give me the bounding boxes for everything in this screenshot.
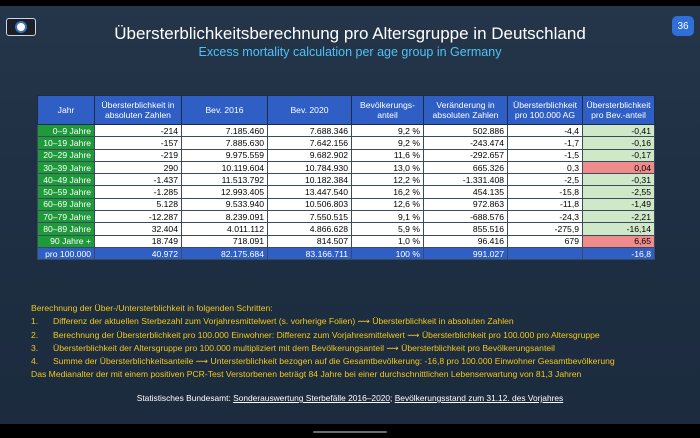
table-cell: 9,2 % <box>352 125 424 137</box>
table-row <box>38 149 655 161</box>
table-cell: 10.119.604 <box>182 161 268 173</box>
table-header: Veränderung in absoluten Zahlen <box>424 96 508 125</box>
age-group-cell: 10–19 Jahre <box>38 137 95 149</box>
note-step-text: Differenz der aktuellen Sterbezahl zum Vorjahresmittelwert (s. vorherige Folien) ⟿ Übersterblichkeit in absoluten Zahlen <box>53 316 514 327</box>
table-cell: -1,5 <box>508 149 583 161</box>
table-cell: 32.404 <box>95 223 182 235</box>
excess-per-share-cell: 0,04 <box>583 161 655 173</box>
table-cell: -1.437 <box>95 174 182 186</box>
excess-per-share-cell: -2,21 <box>583 211 655 223</box>
note-step <box>31 342 681 355</box>
note-step <box>31 355 681 368</box>
table-cell: -1.331.408 <box>424 174 508 186</box>
table-cell: 40.972 <box>95 247 182 259</box>
page-number-badge: 36 <box>672 16 694 36</box>
table-cell: -24,3 <box>508 211 583 223</box>
age-group-cell: 90 Jahre + <box>38 235 95 247</box>
table-row <box>38 235 655 247</box>
table-cell: 13.447.540 <box>268 186 352 198</box>
excess-per-share-cell: -0,41 <box>583 125 655 137</box>
table-cell <box>508 247 583 259</box>
table-cell: 16,2 % <box>352 186 424 198</box>
excess-per-share-cell: -0,16 <box>583 137 655 149</box>
note-step-number: 3. <box>31 342 39 353</box>
age-group-cell: 70–79 Jahre <box>38 211 95 223</box>
source-line <box>0 393 700 403</box>
table-cell: 11.513.792 <box>182 174 268 186</box>
table-cell: 12,2 % <box>352 174 424 186</box>
table-cell: 718.091 <box>182 235 268 247</box>
table-cell: 991.027 <box>424 247 508 259</box>
table-cell: 12.993.405 <box>182 186 268 198</box>
source-link-population[interactable]: Bevölkerungsstand zum 31.12. des Vorjahres <box>394 393 564 403</box>
table-cell: 7.885.630 <box>182 137 268 149</box>
table-cell: 9,1 % <box>352 211 424 223</box>
table-cell: 0,3 <box>508 161 583 173</box>
mortality-table <box>37 95 655 260</box>
note-step-number: 4. <box>31 356 39 367</box>
excess-per-share-cell: -1,49 <box>583 198 655 210</box>
notes-intro: Berechnung der Über-/Untersterblichkeit in folgenden Schritten: <box>31 303 273 313</box>
table-header: Übersterblichkeit pro Bev.-anteil <box>583 96 655 125</box>
table-cell: 502.886 <box>424 125 508 137</box>
table-cell: -1.285 <box>95 186 182 198</box>
table-header: Jahr <box>38 96 95 125</box>
age-group-cell: 40–49 Jahre <box>38 174 95 186</box>
table-cell: 7.688.346 <box>268 125 352 137</box>
table-cell: -4,4 <box>508 125 583 137</box>
table-cell: 679 <box>508 235 583 247</box>
table-cell: 814.507 <box>268 235 352 247</box>
table-cell: -292.657 <box>424 149 508 161</box>
excess-per-share-cell: -2,55 <box>583 186 655 198</box>
table-cell: 100 % <box>352 247 424 259</box>
age-group-cell: 60–69 Jahre <box>38 198 95 210</box>
excess-per-share-cell: -16,8 <box>583 247 655 259</box>
table-cell: 9.682.902 <box>268 149 352 161</box>
table-row <box>38 137 655 149</box>
table-header: Bev. 2016 <box>182 96 268 125</box>
table-header: Übersterblichkeit pro 100.000 AG <box>508 96 583 125</box>
source-link-deaths[interactable]: Sonderauswertung Sterbefälle 2016–2020 <box>233 393 391 403</box>
table-header-row <box>38 96 655 125</box>
table-body <box>38 125 655 260</box>
calculation-notes <box>31 302 681 382</box>
table-cell: 4.011.112 <box>182 223 268 235</box>
table-cell: 82.175.684 <box>182 247 268 259</box>
table-cell: -1,7 <box>508 137 583 149</box>
table-cell: -214 <box>95 125 182 137</box>
table-cell: 5.128 <box>95 198 182 210</box>
table-cell: 972.863 <box>424 198 508 210</box>
table-cell: 11,6 % <box>352 149 424 161</box>
table-row <box>38 174 655 186</box>
table-cell: 4.866.628 <box>268 223 352 235</box>
table-cell: 1,0 % <box>352 235 424 247</box>
table-cell: 10.182.384 <box>268 174 352 186</box>
table-cell: -157 <box>95 137 182 149</box>
table-cell: 13,0 % <box>352 161 424 173</box>
table-cell: -275,9 <box>508 223 583 235</box>
notes-footer: Das Medianalter der mit einem positiven PCR-Test Verstorbenen beträgt 84 Jahre bei einer durchschnittlichen Lebenserwartung von 81,3 Jahren <box>31 369 582 380</box>
table-cell: 7.550.515 <box>268 211 352 223</box>
table-cell: 665.326 <box>424 161 508 173</box>
slide-title: Übersterblichkeitsberechnung pro Altersgruppe in Deutschland <box>114 24 586 43</box>
table-total-row <box>38 247 655 259</box>
excess-per-share-cell: -0,17 <box>583 149 655 161</box>
table-cell: 9.533.940 <box>182 198 268 210</box>
slide-subtitle: Excess mortality calculation per age group in Germany <box>198 45 502 59</box>
table-row <box>38 223 655 235</box>
note-step-text: Übersterblichkeit der Altersgruppe pro 100.000 multipliziert mit dem Bevölkerungsanteil ⟿ Übersterblichkeit pro Bevölkerungsanteil <box>53 342 555 353</box>
age-group-cell: 80–89 Jahre <box>38 223 95 235</box>
table-header: Bevölkerungs-anteil <box>352 96 424 125</box>
table-cell: 18.749 <box>95 235 182 247</box>
table-cell: -11,8 <box>508 198 583 210</box>
table-cell: -15,8 <box>508 186 583 198</box>
source-separator: ; <box>390 393 395 403</box>
excess-per-share-cell: -0,31 <box>583 174 655 186</box>
note-step-text: Summe der Übersterblichkeitsanteile ⟿ Untersterblichkeit bezogen auf die Gesamtbevölkerung: -16,8 pro 100.000 Einwohner Gesamtbevölkerung <box>53 356 615 367</box>
note-step-text: Berechnung der Übersterblichkeit pro 100.000 Einwohner: Differenz zum Vorjahresmittelwert ⟿ Übersterblichkeit pro 100.000 pro Altersgruppe <box>53 329 600 340</box>
table-cell: -2,5 <box>508 174 583 186</box>
slide <box>0 6 700 424</box>
table-cell: 10.784.930 <box>268 161 352 173</box>
table-cell: -12.287 <box>95 211 182 223</box>
table-cell: 10.506.803 <box>268 198 352 210</box>
age-group-cell: 20–29 Jahre <box>38 149 95 161</box>
table-cell: 96.416 <box>424 235 508 247</box>
table-cell: 83.166.711 <box>268 247 352 259</box>
note-step-number: 1. <box>31 316 39 327</box>
age-group-cell: 0–9 Jahre <box>38 125 95 137</box>
table-row <box>38 211 655 223</box>
table-row <box>38 125 655 137</box>
table-cell: 7.185.460 <box>182 125 268 137</box>
table-cell: 7.642.156 <box>268 137 352 149</box>
table-header: Übersterblichkeit in absoluten Zahlen <box>95 96 182 125</box>
table-cell: -688.576 <box>424 211 508 223</box>
table-cell: 454.135 <box>424 186 508 198</box>
note-step <box>31 315 681 328</box>
note-step-number: 2. <box>31 329 39 340</box>
table-row <box>38 161 655 173</box>
table-header: Bev. 2020 <box>268 96 352 125</box>
excess-per-share-cell: -16,14 <box>583 223 655 235</box>
source-prefix: Statistisches Bundesamt: <box>136 393 234 403</box>
age-group-cell: 50–59 Jahre <box>38 186 95 198</box>
table-cell: 290 <box>95 161 182 173</box>
home-indicator[interactable] <box>313 431 387 433</box>
table-cell: 9,2 % <box>352 137 424 149</box>
table-cell: 9.975.559 <box>182 149 268 161</box>
table-row <box>38 186 655 198</box>
age-group-cell: pro 100.000 <box>38 247 95 259</box>
table-row <box>38 198 655 210</box>
note-step <box>31 329 681 342</box>
table-cell: 12,6 % <box>352 198 424 210</box>
table-cell: 5,9 % <box>352 223 424 235</box>
table-cell: 855.516 <box>424 223 508 235</box>
excess-per-share-cell: 6,65 <box>583 235 655 247</box>
age-group-cell: 30–39 Jahre <box>38 161 95 173</box>
table-cell: 8.239.091 <box>182 211 268 223</box>
table-cell: -219 <box>95 149 182 161</box>
table-cell: -243.474 <box>424 137 508 149</box>
